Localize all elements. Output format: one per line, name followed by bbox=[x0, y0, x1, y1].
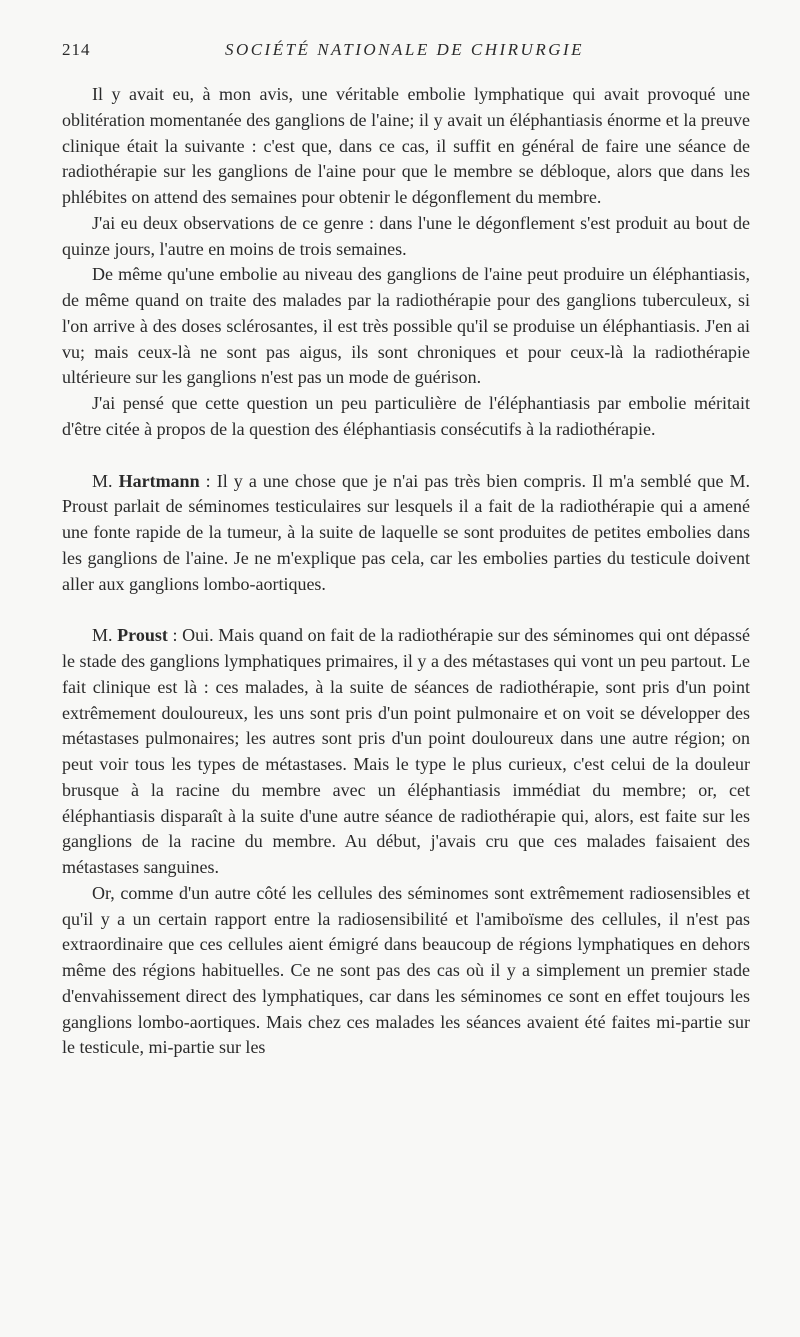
page-number: 214 bbox=[62, 40, 91, 59]
page-header bbox=[62, 40, 747, 64]
paragraph: J'ai eu deux observations de ce genre : dans l'une le dégonflement s'est produit au bout de quinze jours, l'autre en moins de trois semaines. bbox=[62, 212, 750, 259]
speech-text: : Il y a une chose que je n'ai pas très bien compris. Il m'a semblé que M. Proust parlait de séminomes testiculaires sur lesquels il a fait de la radiothérapie qui a amené une fonte rapide de la tumeur, à la suite de laquelle se sont produites de petites embolies dans les ganglions de l'aine. Je ne m'explique pas cela, car les embolies parties du testicule doivent aller aux ganglions lombo-aortiques. bbox=[62, 470, 751, 594]
speaker-title: M. bbox=[92, 470, 113, 491]
paragraph: De même qu'une embolie au niveau des ganglions de l'aine peut produire un éléphantiasis, de même quand on traite des malades par la radiothérapie pour des ganglions tuberculeux, si l'on arrive à des doses sclérosantes, il est très possible qu'il se produise un éléphantiasis. J'en ai vu; mais ceux-là ne sont pas aigus, ils sont chroniques et pour ceux-là la radiothérapie ultérieure sur les ganglions n'est pas un mode de guérison. bbox=[62, 264, 750, 388]
paragraph: Il y avait eu, à mon avis, une véritable embolie lymphatique qui avait provoqué une oblitération momentanée des ganglions de l'aine; il y avait un éléphantiasis énorme et la preuve clinique était la suivante : c'est que, dans ce cas, il suffit en général de faire une séance de radiothérapie sur les ganglions de l'aine pour que le membre se débloque, alors que dans les phlébites on attend des semaines pour obtenir le dégonflement du membre. bbox=[62, 84, 750, 207]
speaker-name: Proust bbox=[117, 625, 168, 646]
speaker-title: M. bbox=[92, 625, 113, 646]
running-title: SOCIÉTÉ NATIONALE DE CHIRURGIE bbox=[224, 40, 585, 59]
speech-proust bbox=[62, 623, 750, 881]
speaker-name: Hartmann bbox=[118, 470, 200, 491]
body-text bbox=[62, 82, 750, 1061]
speech-hartmann bbox=[62, 469, 750, 598]
paragraph: Or, comme d'un autre côté les cellules des séminomes sont extrêmement radiosensibles et qu'il y a un certain rapport entre la radiosensibilité et l'amiboïsme des cellules, il n'est pas extraordinaire que ces cellules aient émigré dans beaucoup de régions lymphatiques en dehors même des régions habituelles. Ce ne sont pas des cas où il y a simplement un premier stade d'envahissement direct des lymphatiques, car dans les séminomes ce sont en effet toujours les ganglions lombo-aortiques. Mais chez ces malades les séances avaient été faites mi-partie sur le testicule, mi-partie sur les bbox=[62, 882, 750, 1058]
speech-text: : Oui. Mais quand on fait de la radiothérapie sur des séminomes qui ont dépassé le stade des ganglions lymphatiques primaires, il y a des métastases qui vont un peu partout. Le fait clinique est là : ces malades, à la suite de séances de radiothérapie, sont pris d'un point extrêmement douloureux, les uns sont pris d'un point pulmonaire et on voit se développer des métastases pulmonaires; les autres sont pris d'un point douloureux dans une autre région; on peut voir tous les types de métastases. Mais le type le plus curieux, c'est celui de la douleur brusque à la racine du membre avec un éléphantiasis immédiat du membre; or, cet éléphantiasis disparaît à la suite d'une autre séance de radiothérapie qui, alors, est faite sur les ganglions de la racine du membre. Au début, j'avais cru que ces malades faisaient des métastases sanguines. bbox=[62, 625, 750, 877]
paragraph: J'ai pensé que cette question un peu particulière de l'éléphantiasis par embolie méritait d'être citée à propos de la question des éléphantiasis consécutifs à la radiothérapie. bbox=[62, 393, 750, 439]
